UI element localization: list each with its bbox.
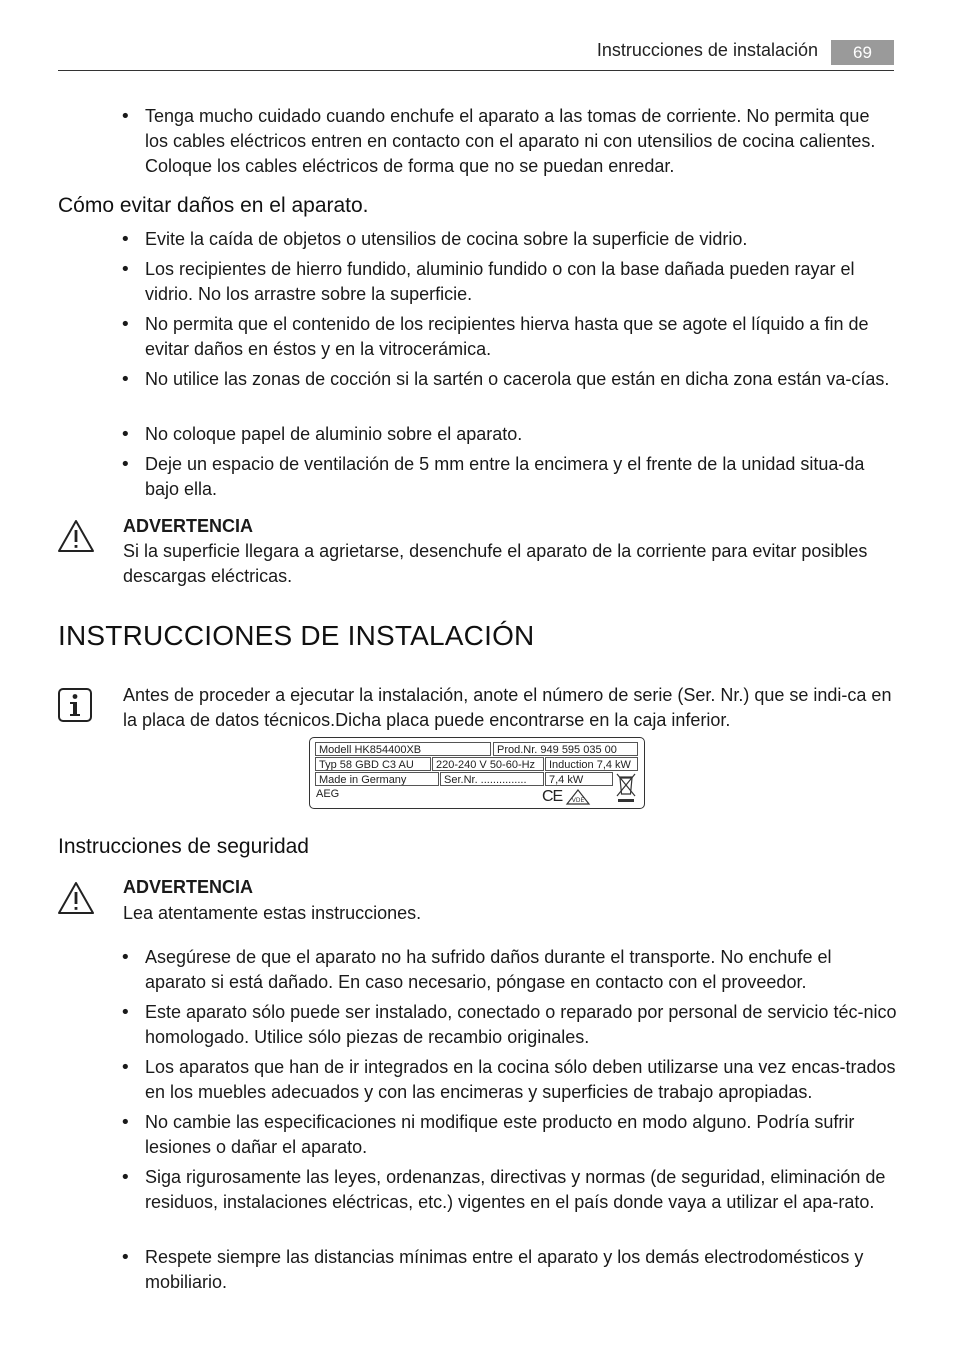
svg-text:VDE: VDE [571, 797, 585, 804]
weee-bin-icon [615, 772, 637, 804]
warning-title: ADVERTENCIA [123, 516, 254, 536]
warning-text: Lea atentamente estas instrucciones. [123, 903, 422, 923]
info-icon [56, 687, 96, 723]
safety-heading: Instrucciones de seguridad [58, 835, 309, 858]
info-bold-tail: Dicha placa puede encontrarse en la caja inferior. [335, 710, 731, 730]
bullet-icon: • [120, 454, 131, 475]
running-header-title: Instrucciones de instalación [596, 40, 818, 60]
plate-voltage: 220-240 V 50-60-Hz [432, 757, 544, 771]
damage-bullet: Evite la caída de objetos o utensilios de cocina sobre la superficie de vidrio. [145, 229, 748, 249]
damage-bullet: Los recipientes de hierro fundido, aluminio fundido o con la base dañada pueden rayar el vidrio. No los arrastre sobre la superficie. [145, 259, 855, 304]
bullet-icon: • [120, 1002, 131, 1023]
safety-bullet: Este aparato sólo puede ser instalado, conectado o reparado por personal de servicio téc-nico homologado. Utilice sólo piezas de recambio originales. [145, 1002, 897, 1047]
safety-bullet: Respete siempre las distancias mínimas entre el aparato y los demás electrodomésticos y mobiliario. [145, 1247, 864, 1292]
bullet-icon: • [120, 314, 131, 335]
bullet-icon: • [120, 1112, 131, 1133]
bullet-icon: • [120, 259, 131, 280]
bullet-icon: • [120, 106, 131, 127]
info-normal-text: , anote el número de serie (Ser. Nr.) que se indi-ca en la placa de datos técnicos. [123, 685, 892, 730]
bullet-icon: • [120, 1167, 131, 1188]
bullet-icon: • [120, 947, 131, 968]
safety-bullet: Siga rigurosamente las leyes, ordenanzas, directivas y normas (de seguridad, eliminación de residuos, instalaciones eléctricas, etc.) vigentes en el país donde vaya a utilizar el apa-rato. [145, 1167, 886, 1212]
bullet-icon: • [120, 369, 131, 390]
plate-induction: Induction 7,4 kW [545, 757, 638, 771]
damage-bullet: No coloque papel de aluminio sobre el aparato. [145, 424, 523, 444]
plate-power: 7,4 kW [545, 772, 613, 786]
plate-prodnr: Prod.Nr. 949 595 035 00 [493, 742, 638, 756]
plate-brand: AEG [316, 788, 340, 800]
safety-bullet: No cambie las especificaciones ni modifique este producto en modo alguno. Podría sufrir lesiones o dañar el aparato. [145, 1112, 855, 1157]
plate-model: Modell HK854400XB [315, 742, 491, 756]
plate-serial: Ser.Nr. ............... [440, 772, 544, 786]
damage-heading: Cómo evitar daños en el aparato. [58, 194, 369, 217]
header-rule [58, 70, 894, 71]
info-paragraph [123, 683, 897, 733]
section-heading: INSTRUCCIONES DE INSTALACIÓN [58, 620, 535, 651]
warning-triangle-icon [56, 880, 96, 916]
damage-bullet: No utilice las zonas de cocción si la sartén o cacerola que están en dicha zona están va-cías. [145, 369, 890, 389]
damage-bullet: Deje un espacio de ventilación de 5 mm entre la encimera y el frente de la unidad situa-da bajo ella. [145, 454, 865, 499]
plate-type: Typ 58 GBD C3 AU [315, 757, 431, 771]
page-number: 69 [831, 40, 894, 65]
intro-bullet-text: Tenga mucho cuidado cuando enchufe el aparato a las tomas de corriente. No permita que los cables eléctricos entren en contacto con el aparato ni con utensilios de cocina calientes. Coloque los cables eléctricos de forma que no se puedan enredar. [145, 106, 876, 176]
ce-mark: CE [542, 788, 563, 805]
warning-title: ADVERTENCIA [123, 877, 254, 897]
bullet-icon: • [120, 1247, 131, 1268]
plate-made-in: Made in Germany [315, 772, 439, 786]
bullet-icon: • [120, 1057, 131, 1078]
safety-bullet: Los aparatos que han de ir integrados en la cocina sólo deben utilizarse una vez encas-trados en los muebles adecuados y con las encimeras y superficies de trabajo apropiadas. [145, 1057, 896, 1102]
bullet-icon: • [120, 424, 131, 445]
warning-text: Si la superficie llegara a agrietarse, desenchufe el aparato de la corriente para evitar posibles descargas eléctricas. [123, 541, 868, 586]
damage-bullet: No permita que el contenido de los recipientes hierva hasta que se agote el líquido a fin de evitar daños en éstos y en la vitrocerámica. [145, 314, 869, 359]
info-bold-lead: Antes de proceder a ejecutar la instalación [123, 685, 464, 705]
bullet-icon: • [120, 229, 131, 250]
safety-mark-icon [565, 788, 591, 806]
warning-triangle-icon [56, 518, 96, 554]
rating-plate [309, 737, 645, 809]
safety-bullet: Asegúrese de que el aparato no ha sufrido daños durante el transporte. No enchufe el aparato si está dañado. En caso necesario, póngase en contacto con el proveedor. [145, 947, 832, 992]
